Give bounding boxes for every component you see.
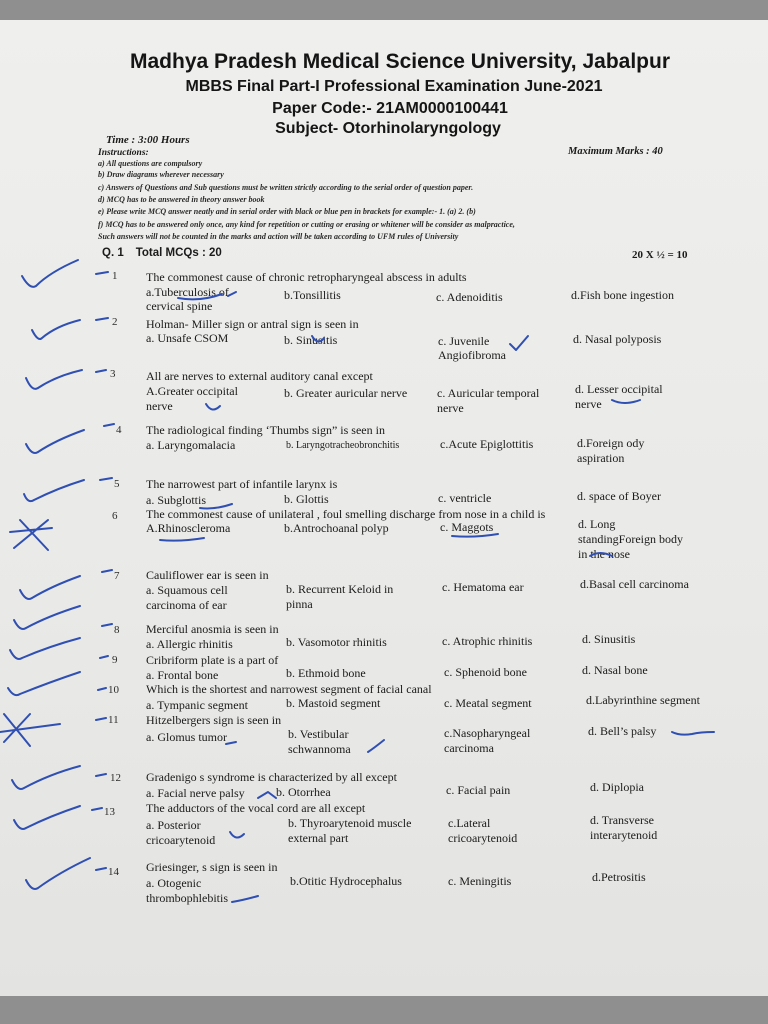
- mcq-option-c: c. Facial pain: [446, 783, 511, 797]
- mcq-number: 4: [116, 424, 122, 436]
- instructions-heading: Instructions:: [98, 148, 149, 158]
- mcq-option-b: b. Mastoid segment: [286, 696, 381, 710]
- mcq-option-d: d.Petrositis: [592, 870, 646, 884]
- answer-mark: [612, 400, 640, 403]
- mcq-option-a: a. Facial nerve palsy: [146, 786, 245, 800]
- mcq-option-a: A.Rhinoscleroma: [146, 521, 231, 535]
- mcq-number: 7: [114, 570, 120, 582]
- mcq-option-a: a. Frontal bone: [146, 668, 219, 682]
- tick-mark: [12, 766, 80, 789]
- tick-mark: [8, 672, 80, 695]
- mcq-option-a: a. Allergic rhinitis: [146, 637, 233, 651]
- question-1-heading: Q. 1 Total MCQs : 20: [102, 247, 222, 259]
- answer-mark: [510, 336, 528, 350]
- answer-mark: [230, 832, 244, 838]
- mcq-option-a: a. Glomus tumor: [146, 730, 227, 744]
- mcq-option-d-cont: aspiration: [577, 451, 625, 465]
- mcq-option-c: c. Juvenile: [438, 334, 490, 348]
- mcq-question: Gradenigo s syndrome is characterized by all except: [146, 770, 397, 784]
- mcq-option-b: b. Recurrent Keloid in: [286, 582, 394, 596]
- instruction-line: c) Answers of Questions and Sub questions must be written strictly according to the serial order of question paper.: [98, 183, 474, 192]
- answer-mark: [312, 336, 324, 342]
- mcq-question: The adductors of the vocal cord are all except: [146, 801, 366, 815]
- mcq-option-a-cont: cricoarytenoid: [146, 833, 216, 847]
- mcq-question: The radiological finding ‘Thumbs sign” is seen in: [146, 423, 385, 437]
- mcq-option-c-cont: carcinoma: [444, 741, 494, 755]
- mcq-question: Cauliflower ear is seen in: [146, 568, 269, 582]
- mcq-number: 14: [108, 866, 119, 878]
- answer-mark: [200, 504, 232, 509]
- answer-mark: [178, 292, 236, 299]
- tick-mark: [14, 806, 80, 829]
- tick-mark: [20, 576, 80, 599]
- mcq-option-c: c. Maggots: [440, 520, 494, 534]
- maximum-marks: Maximum Marks : 40: [568, 146, 663, 157]
- mcq-option-a: a. Squamous cell: [146, 583, 228, 597]
- mcq-option-b: b. Ethmoid bone: [286, 666, 366, 680]
- mcq-number: 9: [112, 654, 118, 666]
- mcq-option-c: c.Nasopharyngeal: [444, 726, 531, 740]
- mcq-option-a: a. Posterior: [146, 818, 201, 832]
- mcq-option-d: d. Nasal bone: [582, 663, 648, 677]
- mcq-option-d: d.Labyrinthine segment: [586, 693, 700, 707]
- instruction-line: e) Please write MCQ answer neatly and in serial order with black or blue pen in brackets for example:- 1. (a) 2. (b): [98, 207, 476, 216]
- mcq-option-b: b.Antrochoanal polyp: [284, 521, 389, 535]
- cross-mark: [0, 714, 60, 746]
- mcq-option-a: a. Tympanic segment: [146, 698, 248, 712]
- cross-mark: [10, 520, 52, 550]
- mcq-option-b: b. Thyroarytenoid muscle: [288, 816, 412, 830]
- mcq-number: 13: [104, 806, 115, 818]
- mcq-number: 3: [110, 368, 116, 380]
- mcq-number: 8: [114, 624, 120, 636]
- mcq-question: Cribriform plate is a part of: [146, 653, 279, 667]
- mcq-option-a: a. Laryngomalacia: [146, 438, 236, 452]
- mcq-option-d: d. Sinusitis: [582, 632, 636, 646]
- question-1-marks: 20 X ½ = 10: [632, 249, 688, 261]
- mcq-option-d: d. Bell’s palsy: [588, 724, 657, 738]
- mcq-option-b-cont: pinna: [286, 597, 313, 611]
- tick-mark: [14, 606, 80, 629]
- answer-mark: [232, 896, 258, 902]
- mcq-option-c: c. Auricular temporal: [437, 386, 540, 400]
- handwritten-ink-marks: [0, 20, 768, 996]
- mcq-option-b: b. Sinusitis: [284, 333, 338, 347]
- instruction-line: f) MCQ has to be answered only once, any kind for repetition or cutting or erasing or whitener will be consider as malpractice,: [98, 220, 515, 229]
- exam-paper: [0, 20, 768, 996]
- mcq-question: Holman- Miller sign or antral sign is seen in: [146, 317, 359, 331]
- mcq-option-a-cont: cervical spine: [146, 299, 213, 313]
- mcq-option-d: d. Nasal polyposis: [573, 332, 662, 346]
- tick-mark: [10, 638, 80, 659]
- mcq-option-d: d.Basal cell carcinoma: [580, 577, 689, 591]
- mcq-option-d-cont: interarytenoid: [590, 828, 658, 842]
- mcq-option-d-cont2: in the nose: [578, 547, 630, 561]
- mcq-option-d: d. Lesser occipital: [575, 382, 663, 396]
- mcq-option-b: b. Otorrhea: [276, 785, 331, 799]
- answer-mark: [672, 732, 714, 735]
- mcq-option-d: d.Fish bone ingestion: [571, 288, 675, 302]
- mcq-option-a: a. Unsafe CSOM: [146, 331, 229, 345]
- mcq-option-a: a. Subglottis: [146, 493, 207, 507]
- answer-mark: [226, 742, 236, 744]
- mcq-number: 1: [112, 270, 118, 282]
- mcq-question: The commonest cause of chronic retropharyngeal abscess in adults: [146, 270, 467, 284]
- mcq-option-c: c.Lateral: [448, 816, 491, 830]
- answer-mark: [206, 404, 220, 410]
- mcq-option-a: A.Greater occipital: [146, 384, 238, 398]
- mcq-number: 11: [108, 714, 119, 726]
- mcq-question: Griesinger, s sign is seen in: [146, 860, 278, 874]
- instruction-line: b) Draw diagrams wherever necessary: [98, 170, 224, 179]
- mcq-number: 2: [112, 316, 118, 328]
- mcq-option-c: c. Meningitis: [448, 874, 512, 888]
- tick-mark: [26, 858, 90, 889]
- mcq-option-c-cont: nerve: [437, 401, 464, 415]
- mcq-option-a: a.Tuberculosis of: [146, 285, 229, 299]
- mcq-option-c: c. Sphenoid bone: [444, 665, 527, 679]
- answer-mark: [258, 792, 276, 798]
- tick-mark: [26, 430, 84, 453]
- time-allowed: Time : 3:00 Hours: [106, 134, 190, 146]
- paper-code: Paper Code:- 21AM0000100441: [272, 100, 508, 117]
- answer-mark: [368, 740, 384, 752]
- mcq-question: Hitzelbergers sign is seen in: [146, 713, 282, 727]
- mcq-option-b: b. Laryngotracheobronchitis: [286, 440, 400, 451]
- mcq-number: 6: [112, 510, 118, 522]
- mcq-option-b: b.Tonsillitis: [284, 288, 341, 302]
- mcq-number: 12: [110, 772, 121, 784]
- answer-mark: [590, 553, 612, 556]
- mcq-question: Which is the shortest and narrowest segment of facial canal: [146, 682, 432, 696]
- mcq-number: 10: [108, 684, 119, 696]
- mcq-question: Merciful anosmia is seen in: [146, 622, 279, 636]
- mcq-option-d: d. Long: [578, 517, 616, 531]
- instruction-line: a) All questions are compulsory: [98, 159, 203, 168]
- mcq-option-d: d. space of Boyer: [577, 489, 661, 503]
- mcq-option-b: b. Glottis: [284, 492, 329, 506]
- instruction-line: Such answers will not be counted in the marks and action will be taken according to UFM rules of University: [98, 232, 459, 241]
- tick-mark: [22, 260, 78, 287]
- tick-mark: [24, 480, 84, 501]
- university-title: Madhya Pradesh Medical Science University, Jabalpur: [130, 50, 670, 73]
- mcq-option-c: c. Adenoiditis: [436, 290, 503, 304]
- mcq-option-d-cont: nerve: [575, 397, 602, 411]
- mcq-option-b: b. Greater auricular nerve: [284, 386, 408, 400]
- mcq-question: The narrowest part of infantile larynx is: [146, 477, 338, 491]
- mcq-number: 5: [114, 478, 120, 490]
- mcq-option-b-cont: schwannoma: [288, 742, 351, 756]
- exam-title: MBBS Final Part-I Professional Examination June-2021: [185, 78, 603, 95]
- mcq-question: All are nerves to external auditory canal except: [146, 369, 373, 383]
- mcq-option-c: c.Acute Epiglottitis: [440, 437, 534, 451]
- subject-title: Subject- Otorhinolaryngology: [275, 120, 501, 137]
- mcq-option-c: c. Atrophic rhinitis: [442, 634, 533, 648]
- mcq-option-d: d. Transverse: [590, 813, 655, 827]
- instruction-line: d) MCQ has to be answered in theory answer book: [98, 195, 265, 204]
- mcq-option-b-cont: external part: [288, 831, 349, 845]
- mcq-option-b: b.Otitic Hydrocephalus: [290, 874, 402, 888]
- tick-mark: [32, 320, 80, 339]
- mcq-option-a-cont: thrombophlebitis: [146, 891, 228, 905]
- mcq-option-d: d. Diplopia: [590, 780, 644, 794]
- mcq-option-c-cont: Angiofibroma: [438, 348, 506, 362]
- mcq-option-d-cont: standingForeign body: [578, 532, 683, 546]
- mcq-option-c-cont: cricoarytenoid: [448, 831, 518, 845]
- mcq-option-a-cont: nerve: [146, 399, 173, 413]
- mcq-option-b: b. Vestibular: [288, 727, 349, 741]
- mcq-option-a: a. Otogenic: [146, 876, 202, 890]
- mcq-option-c: c. Hematoma ear: [442, 580, 524, 594]
- mcq-option-c: c. Meatal segment: [444, 696, 532, 710]
- mcq-option-b: b. Vasomotor rhinitis: [286, 635, 387, 649]
- answer-mark: [452, 534, 498, 537]
- tick-mark: [26, 370, 82, 389]
- mcq-option-c: c. ventricle: [438, 491, 492, 505]
- mcq-option-a-cont: carcinoma of ear: [146, 598, 227, 612]
- answer-mark: [160, 538, 204, 541]
- mcq-question: The commonest cause of unilateral , foul smelling discharge from nose in a child is: [146, 507, 546, 521]
- mcq-option-d: d.Foreign ody: [577, 436, 645, 450]
